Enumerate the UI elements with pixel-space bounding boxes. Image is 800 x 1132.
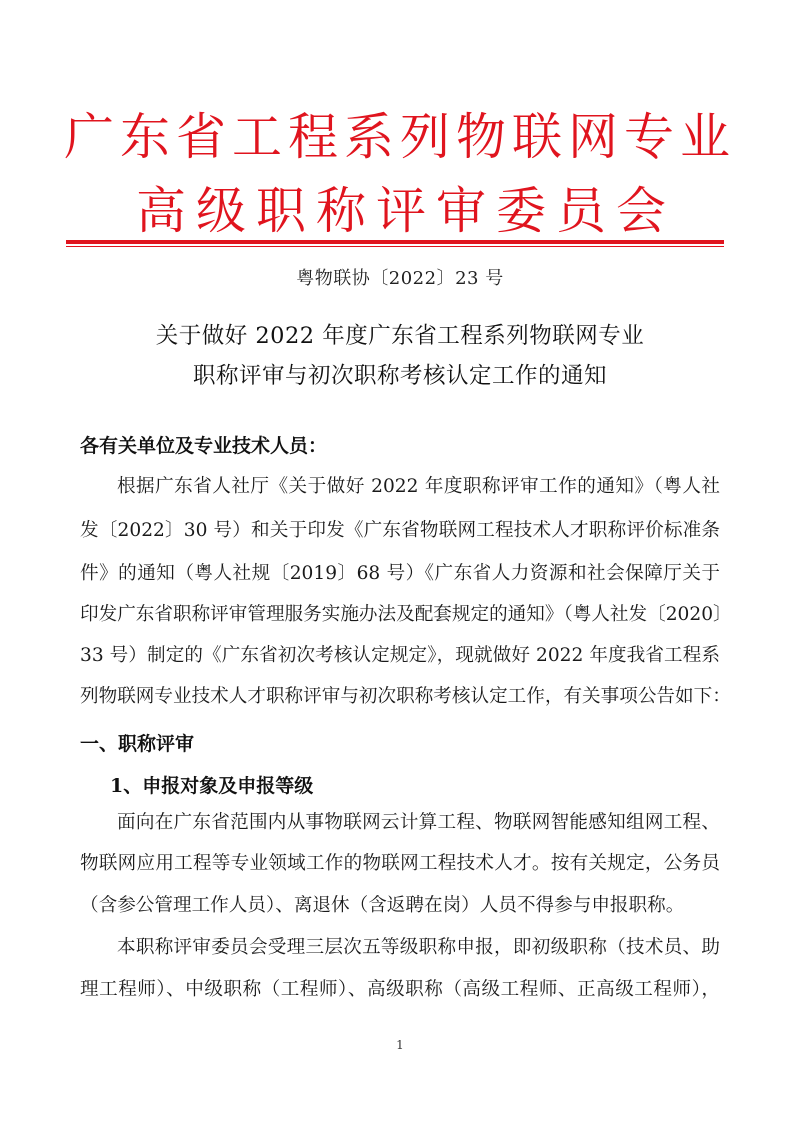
salutation: 各有关单位及专业技术人员： — [80, 435, 328, 457]
section1-sub1-heading: 1、申报对象及申报等级 — [110, 775, 314, 797]
document-number: 粤物联协〔2022〕23 号 — [296, 268, 504, 289]
section1-para1-line-2: 物联网应用工程等专业领域工作的物联网工程技术人才。按有关规定，公务员 — [80, 853, 720, 874]
section1-para1-line-3: （含参公管理工作人员）、离退休（含返聘在岗）人员不得参与申报职称。 — [80, 895, 685, 916]
committee-title-line2: 高级职称评审委员会 — [136, 182, 676, 240]
header-red-rule — [66, 240, 724, 244]
notice-title-line1: 关于做好 2022 年度广东省工程系列物联网专业 — [155, 323, 645, 349]
header-red-rule-thin — [66, 246, 724, 247]
section1-para2-line-2: 理工程师）、中级职称（工程师）、高级职称（高级工程师、正高级工程师）， — [80, 979, 720, 1000]
intro-line-2: 发〔2022〕30 号）和关于印发《广东省物联网工程技术人才职称评价标准条 — [80, 520, 720, 541]
intro-line-3: 件》的通知（粤人社规〔2019〕68 号）《广东省人力资源和社会保障厅关于 — [80, 563, 720, 584]
section1-heading: 一、职称评审 — [80, 733, 195, 755]
section1-para2-line-1: 本职称评审委员会受理三层次五等级职称申报，即初级职称（技术员、助 — [117, 937, 720, 958]
notice-title-line2: 职称评审与初次职称考核认定工作的通知 — [192, 363, 607, 389]
intro-line-5: 33 号）制定的《广东省初次考核认定规定》，现就做好 2022 年度我省工程系 — [80, 645, 720, 666]
intro-line-1: 根据广东省人社厅《关于做好 2022 年度职称评审工作的通知》（粤人社 — [117, 476, 720, 497]
intro-line-4: 印发广东省职称评审管理服务实施办法及配套规定的通知》（粤人社发〔2020〕 — [80, 604, 732, 625]
intro-line-6: 列物联网专业技术人才职称评审与初次职称考核认定工作，有关事项公告如下： — [80, 686, 731, 707]
page-number: 1 — [396, 1038, 404, 1052]
section1-para1-line-1: 面向在广东省范围内从事物联网云计算工程、物联网智能感知组网工程、 — [117, 812, 720, 833]
committee-title-line1: 广东省工程系列物联网专业 — [64, 108, 736, 166]
